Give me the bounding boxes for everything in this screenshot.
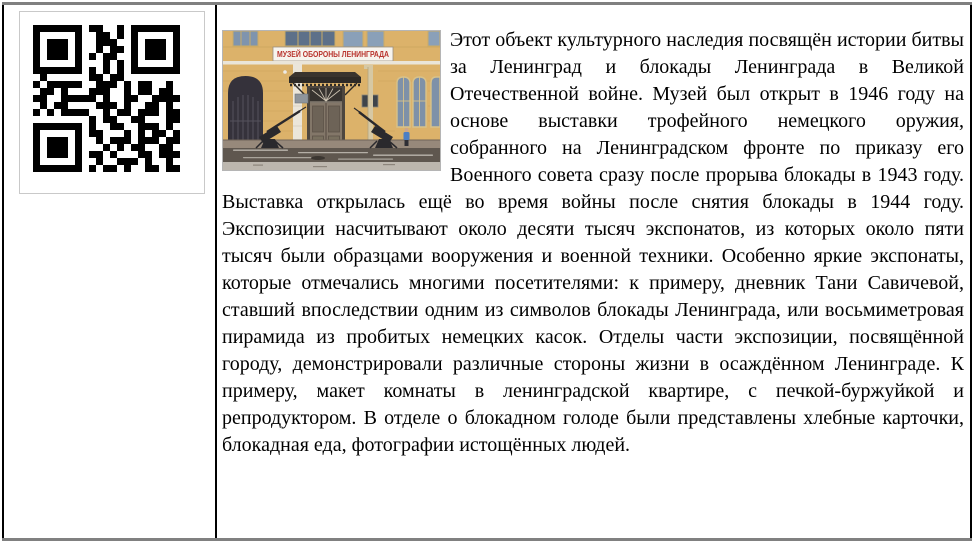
- wall-plaque-left: [295, 94, 308, 103]
- pavement: [223, 148, 440, 170]
- archway: [228, 76, 263, 148]
- wall-lamp: [283, 70, 287, 74]
- document-page: [0, 2, 979, 541]
- qr-frame: [19, 11, 205, 194]
- content-table: [2, 2, 972, 541]
- building-illustration: [223, 31, 440, 170]
- qr-cell: [2, 5, 217, 538]
- right-windows: [397, 77, 440, 127]
- article-paragraph: Этот объект культурного наследия посвящён истории битвы за Ленинград и блокады Ленинграда в Великой Отечественной войне. Музей был открыт в 1946 году на основе выставки трофейного немецкого оружия, собранного на Ленинградском фронте по приказу его Военного совета сразу после прорыва блокады в 1943 году. Выставка открылась ещё во время войны после снятия блокады в 1944 году. Экспозиции насчитывают около десяти тысяч экспонатов, из которых около пяти тысяч были образцами вооружения и военной техники. Особенно яркие экспонаты, которые отмечались многими посетителями: к примеру, дневник Тани Савичевой, ставший впоследствии одним из символов блокады Ленинграда, или восьмиметровая пирамида из пробитых немецких касок. Отделы части экспозиции, посвящённой городу, демонстрировали различные стороны жизни в осаждённом Ленинграде. К примеру, макет комнаты в ленинградской квартире, с печкой-буржуйкой и репродуктором. В отделе о блокадном голоде были представлены хлебные карточки, блокадная еда, фотографии истощённых людей.: [222, 29, 964, 456]
- article-cell: [217, 5, 972, 538]
- museum-sign: [273, 47, 393, 61]
- museum-sign-text: МУЗЕЙ ОБОРОНЫ ЛЕНИНГРАДА: [277, 50, 390, 59]
- qr-code: [33, 25, 180, 172]
- museum-photo: [222, 30, 441, 171]
- article-block: [222, 27, 964, 459]
